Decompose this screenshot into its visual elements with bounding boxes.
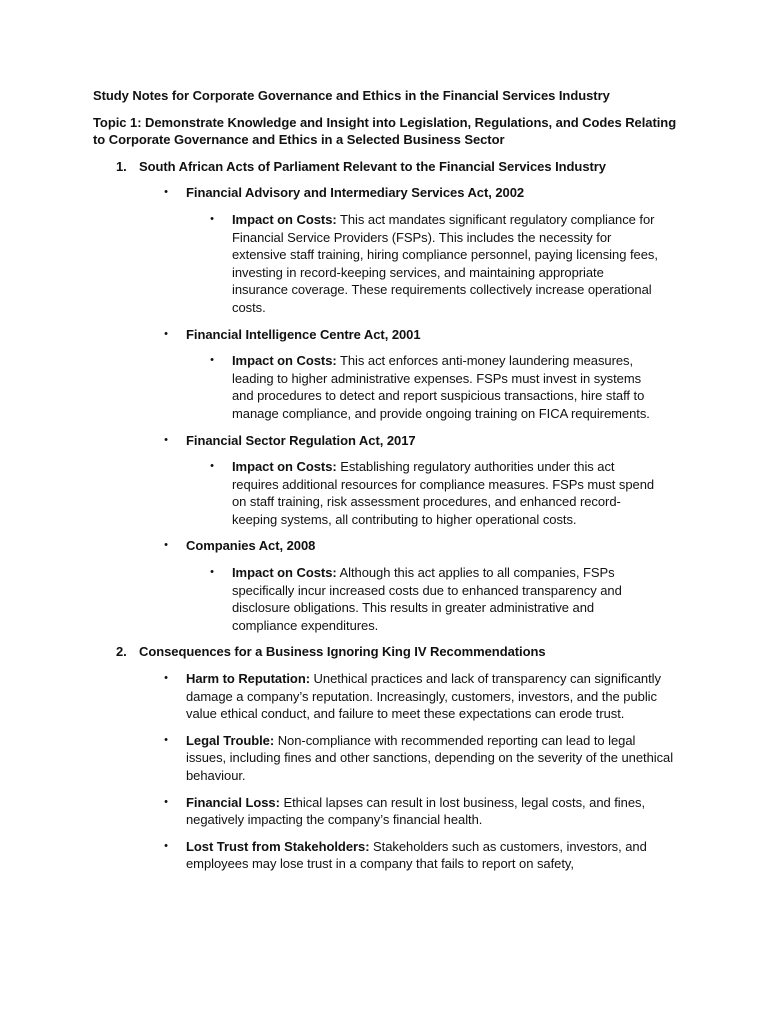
consequence-label: Financial Loss:	[186, 794, 280, 810]
act-title: Companies Act, 2008	[186, 538, 316, 554]
act-title: Financial Sector Regulation Act, 2017	[186, 432, 416, 448]
document-body	[93, 87, 683, 882]
section-number: 1.	[116, 158, 127, 174]
act-impact	[93, 352, 683, 422]
consequence-text	[186, 794, 676, 829]
bullet-icon: •	[164, 795, 168, 808]
act-impact-text	[232, 352, 662, 422]
bullet-icon: •	[210, 460, 214, 473]
act-impact-text	[232, 564, 662, 634]
bullet-icon: •	[164, 433, 168, 446]
act-impact	[93, 564, 683, 634]
bullet-icon: •	[164, 186, 168, 199]
consequence-text	[186, 732, 676, 785]
impact-body: This act enforces anti-money laundering measures, leading to higher administrative expenses. FSPs must invest in systems and procedures to detect and report suspicious transactions, hire staff to manage compliance, and provide ongoing training on FICA requirements.	[232, 353, 650, 421]
act-impact	[93, 211, 683, 317]
consequence-text	[186, 838, 676, 873]
consequence-label: Legal Trouble:	[186, 732, 275, 748]
bullet-icon: •	[164, 327, 168, 340]
consequence-body: Ethical lapses can result in lost business, legal costs, and fines, negatively impacting the company’s financial health.	[186, 794, 646, 828]
topic-heading: Topic 1: Demonstrate Knowledge and Insight into Legislation, Regulations, and Codes Relating to Corporate Governance and Ethics in a Selected Business Sector	[93, 114, 677, 148]
impact-body: Establishing regulatory authorities under this act requires additional resources for compliance measures. FSPs must spend on staff training, risk assessment procedures, and enhanced record-keeping systems, all contributing to higher operational costs.	[232, 459, 655, 527]
bullet-icon: •	[164, 733, 168, 746]
document-title: Study Notes for Corporate Governance and Ethics in the Financial Services Industry	[93, 88, 610, 103]
section-acts	[93, 158, 683, 635]
consequence-body: Unethical practices and lack of transparency can significantly damage a company’s reputation. Increasingly, customers, investors, and the public value ethical conduct, and failure to meet these expectations can erode trust.	[186, 671, 661, 722]
act-item	[93, 326, 683, 344]
consequence-item	[93, 732, 683, 785]
section-heading-text: Consequences for a Business Ignoring King IV Recommendations	[139, 644, 546, 660]
impact-label: Impact on Costs:	[232, 459, 337, 475]
act-item	[93, 537, 683, 555]
consequence-text	[186, 670, 676, 723]
consequence-body: Stakeholders such as customers, investors, and employees may lose trust in a company that fails to report on safety,	[186, 838, 647, 872]
impact-body: Although this act applies to all companies, FSPs specifically incur increased costs due to enhanced transparency and disclosure obligations. This results in greater administrative and compliance expenditures.	[232, 565, 622, 633]
bullet-icon: •	[164, 539, 168, 552]
impact-label: Impact on Costs:	[232, 211, 337, 227]
bullet-icon: •	[210, 566, 214, 579]
consequence-label: Harm to Reputation:	[186, 671, 310, 687]
consequence-body: Non-compliance with recommended reporting can lead to legal issues, including fines and other sanctions, depending on the severity of the unethical behaviour.	[186, 732, 674, 783]
section-heading	[93, 158, 683, 176]
act-impact-text	[232, 458, 662, 528]
consequence-item	[93, 794, 683, 829]
act-impact-text	[232, 211, 662, 317]
section-heading-text: South African Acts of Parliament Relevant to the Financial Services Industry	[139, 158, 606, 174]
act-title: Financial Intelligence Centre Act, 2001	[186, 326, 421, 342]
impact-body: This act mandates significant regulatory compliance for Financial Service Providers (FSPs). This includes the necessity for extensive staff training, hiring compliance personnel, paying licensing fees, investing in record-keeping services, and maintaining appropriate insurance coverage. These requirements collectively increase operational costs.	[232, 211, 658, 315]
bullet-icon: •	[164, 839, 168, 852]
impact-label: Impact on Costs:	[232, 565, 337, 581]
section-heading	[93, 643, 683, 661]
consequence-label: Lost Trust from Stakeholders:	[186, 838, 370, 854]
bullet-icon: •	[210, 354, 214, 367]
bullet-icon: •	[164, 672, 168, 685]
section-number: 2.	[116, 644, 127, 660]
act-impact	[93, 458, 683, 528]
section-consequences	[93, 643, 683, 873]
act-item	[93, 184, 683, 202]
consequence-item	[93, 838, 683, 873]
bullet-icon: •	[210, 212, 214, 225]
act-title: Financial Advisory and Intermediary Services Act, 2002	[186, 185, 525, 201]
consequence-item	[93, 670, 683, 723]
impact-label: Impact on Costs:	[232, 353, 337, 369]
act-item	[93, 432, 683, 450]
